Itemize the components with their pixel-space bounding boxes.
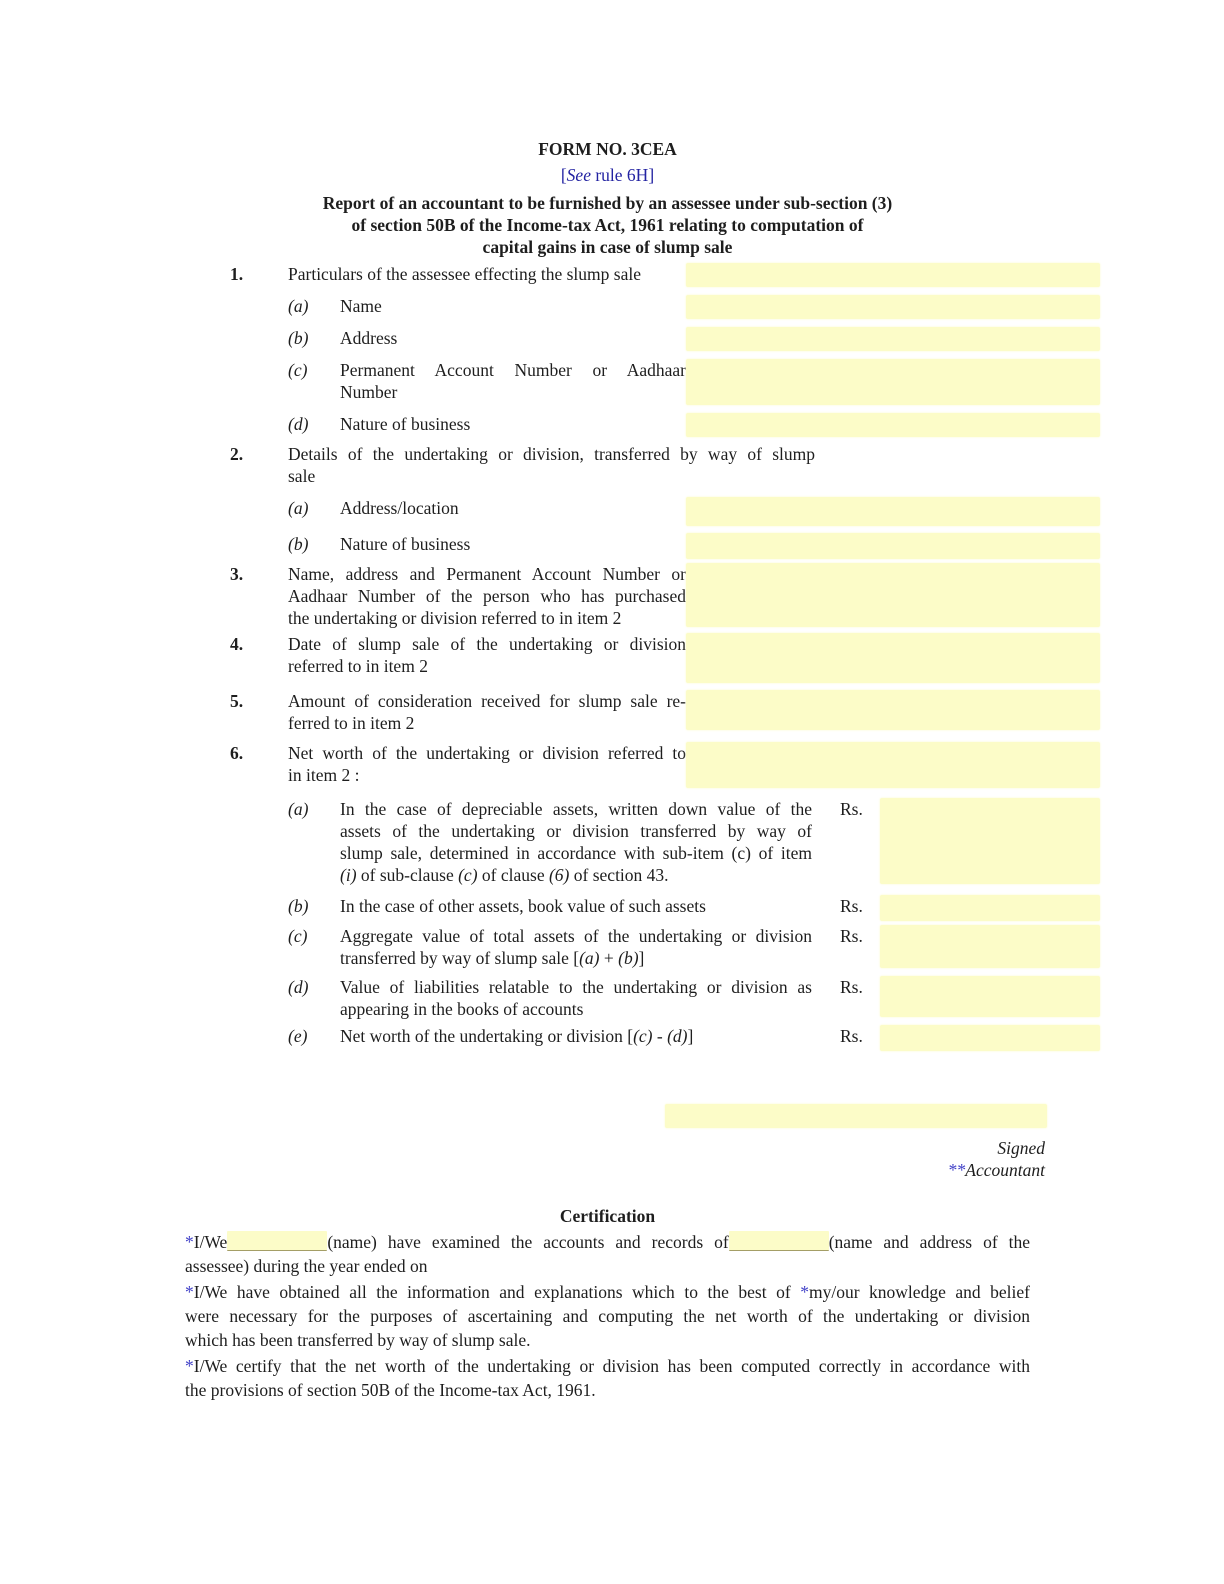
item-6-networth-field[interactable] [686,742,1100,788]
item-6b-label: In the case of other assets, book value of such assets [340,896,706,916]
item-1a-name-field[interactable] [686,295,1100,319]
item-4-row [185,633,1100,683]
item-2-label-line-1: Details of the undertaking or division, transferred by way of slump [288,444,815,464]
item-6a-row [185,798,1100,886]
item-3-label-line-3: the undertaking or division referred to in item 2 [288,608,622,628]
text-segment: of section 43. [569,865,669,885]
item-5-number: 5. [230,691,244,711]
item-4-date-field[interactable] [686,633,1100,683]
item-1d-business-field[interactable] [686,413,1100,437]
certification-p1-line-1 [185,1230,1030,1254]
item-6c-rs-label: Rs. [840,926,863,946]
item-6a-letter: (a) [288,799,309,819]
text-segment: (i) [340,865,357,885]
text-segment: (name) have examined the accounts and records of [327,1232,729,1252]
item-1b-row [185,327,1100,351]
text-segment: ] [638,948,645,968]
item-1-input-field[interactable] [686,263,1100,287]
item-4-label-line-2: referred to in item 2 [288,656,428,676]
item-6d-label-line-2: appearing in the books of accounts [340,999,584,1019]
certification-p3-line-2: the provisions of section 50B of the Income-tax Act, 1961. [185,1380,596,1400]
item-6d-rs-label: Rs. [840,977,863,997]
item-1-number: 1. [230,264,244,284]
item-1a-label: Name [340,296,382,316]
item-2-number: 2. [230,444,244,464]
item-4-number: 4. [230,634,244,654]
item-1c-pan-field[interactable] [686,359,1100,405]
asterisk-marker: * [185,1282,194,1302]
accountant-label [185,1159,1045,1181]
item-2-label [288,443,815,487]
item-3-label [288,563,686,629]
item-1b-label: Address [340,328,398,348]
item-6a-rs-label: Rs. [840,799,863,819]
item-6a-label [340,798,812,886]
item-5-label-line-1: Amount of consideration received for slump sale re- [288,691,686,711]
item-1d-label: Nature of business [340,414,471,434]
item-1c-label [340,359,686,403]
item-1d-row [185,413,1100,437]
item-5-consideration-field[interactable] [686,690,1100,730]
certification-p2-line-3: which has been transferred by way of slump sale. [185,1330,531,1350]
item-2b-letter: (b) [288,534,309,554]
item-2-row [185,443,1100,487]
item-6b-letter: (b) [288,896,309,916]
item-4-label-line-1: Date of slump sale of the undertaking or division [288,634,686,654]
item-6c-letter: (c) [288,926,308,946]
certification-paragraph-3 [185,1354,1030,1402]
certification-heading: Certification [559,1206,656,1226]
item-6-label-line-1: Net worth of the undertaking or division referred to [288,743,686,763]
item-6d-label-line-1: Value of liabilities relatable to the undertaking or division as [340,977,812,997]
text-segment: See [566,165,591,185]
item-1c-row [185,359,1100,405]
certification-section [185,1204,1030,1402]
text-segment: rule 6H] [590,165,655,185]
certification-paragraph-2 [185,1280,1030,1352]
item-3-label-line-1: Name, address and Permanent Account Number or [288,564,686,584]
item-1c-label-line-1: Permanent Account Number or Aadhaar [340,360,686,380]
item-3-number: 3. [230,564,244,584]
form-content [185,138,1100,1402]
form-number-title: FORM NO. 3CEA [538,139,677,159]
item-2a-address-field[interactable] [686,497,1100,526]
item-2a-label: Address/location [340,498,459,518]
text-segment: I/We certify that the net worth of the undertaking or division has been computed correctly in accordance with [193,1356,1030,1376]
item-2a-letter: (a) [288,498,309,518]
item-5-label-line-2: ferred to in item 2 [288,713,415,733]
certification-p1-line-2: assessee) during the year ended on [185,1256,428,1276]
item-6e-rs-label: Rs. [840,1026,863,1046]
text-segment: my/our knowledge and belief [808,1282,1030,1302]
item-1a-row [185,295,1100,319]
asterisk-marker: * [185,1356,194,1376]
text-segment: (a) [579,948,600,968]
item-6a-label-line-3: slump sale, determined in accordance with sub-item (c) of item [340,843,812,863]
signature-field[interactable] [665,1104,1047,1128]
item-2b-business-field[interactable] [686,533,1100,559]
certification-p3-line-1 [185,1354,1030,1378]
text-segment: (6) [548,865,570,885]
fill-in-blank[interactable] [729,1231,829,1251]
item-3-row [185,563,1100,629]
item-6-label-line-2: in item 2 : [288,765,360,785]
item-6b-row [185,895,1100,921]
item-6-number: 6. [230,743,244,763]
item-6d-row [185,976,1100,1020]
text-segment: transferred by way of slump sale [ [340,948,580,968]
text-segment: (c) [458,865,478,885]
form-description-line-2: of section 50B of the Income-tax Act, 1961 relating to computation of [351,215,864,235]
item-2a-row [185,497,1100,526]
item-6a-label-line-1: In the case of depreciable assets, written down value of the [340,799,812,819]
item-1-row [185,263,1100,287]
item-6c-label-line-1: Aggregate value of total assets of the undertaking or division [340,926,812,946]
item-1d-letter: (d) [288,414,309,434]
item-2b-label: Nature of business [340,534,471,554]
item-6c-row [185,925,1100,969]
form-description-line-1: Report of an accountant to be furnished by an assessee under sub-section (3) [322,193,893,213]
item-5-label [288,690,686,734]
text-segment: [ [560,165,567,185]
signed-label: Signed [997,1138,1045,1158]
text-segment: of sub-clause [356,865,459,885]
text-segment: I/We have obtained all the information and explanations which to the best of [193,1282,801,1302]
form-description-line-3: capital gains in case of slump sale [482,237,733,257]
item-6a-label-line-4 [340,864,812,886]
text-segment: + [599,948,619,968]
item-2-label-line-2: sale [288,466,316,486]
item-6c-amount-field[interactable] [880,925,1100,968]
item-6-row [185,742,1100,788]
item-6d-label [340,976,812,1020]
asterisk-marker: * [800,1282,809,1302]
item-1c-label-line-2: Number [340,382,398,402]
item-1b-address-field[interactable] [686,327,1100,351]
asterisk-marker: * [185,1232,194,1252]
text-segment: (name and address of the [828,1232,1030,1252]
item-6a-label-line-2: assets of the undertaking or division transferred by way of [340,821,812,841]
certification-p2-line-2: were necessary for the purposes of ascertaining and computing the net worth of the undertaking or division [185,1306,1030,1326]
item-6a-amount-field[interactable] [880,798,1100,884]
item-6e-amount-field[interactable] [880,1025,1100,1051]
item-6e-row [185,1025,1100,1051]
item-1a-letter: (a) [288,296,309,316]
item-1-label: Particulars of the assessee effecting the slump sale [288,264,641,284]
item-6b-amount-field[interactable] [880,895,1100,921]
item-4-label [288,633,686,677]
item-6d-letter: (d) [288,977,309,997]
item-1c-letter: (c) [288,360,308,380]
item-6c-label [340,925,812,969]
item-3-label-line-2: Aadhaar Number of the person who has purchased [288,586,686,606]
fill-in-blank[interactable] [227,1231,327,1251]
certification-p2-line-1 [185,1280,1030,1304]
text-segment: ] [687,1026,694,1046]
text-segment: Net worth of the undertaking or division [ [340,1026,634,1046]
text-segment: - [652,1026,668,1046]
item-1b-letter: (b) [288,328,309,348]
text-segment: (c) [633,1026,653,1046]
item-6c-label-line-2 [340,947,812,969]
item-6e-label [340,1025,812,1047]
item-2b-row [185,533,1100,559]
text-segment: (b) [618,948,639,968]
text-segment: of clause [477,865,549,885]
item-6b-rs-label: Rs. [840,896,863,916]
item-6d-amount-field[interactable] [880,976,1100,1017]
signature-section [185,1104,1045,1181]
certification-paragraph-1 [185,1230,1030,1278]
rule-reference [185,164,1030,186]
form-description [185,192,1030,258]
asterisk-marker: ** [947,1160,966,1180]
text-segment: Accountant [965,1160,1045,1180]
form-items [185,263,1100,1051]
item-6-label [288,742,686,786]
item-5-row [185,690,1100,734]
item-3-purchaser-field[interactable] [686,563,1100,627]
item-6e-letter: (e) [288,1026,308,1046]
text-segment: I/We [193,1232,228,1252]
text-segment: (d) [667,1026,688,1046]
